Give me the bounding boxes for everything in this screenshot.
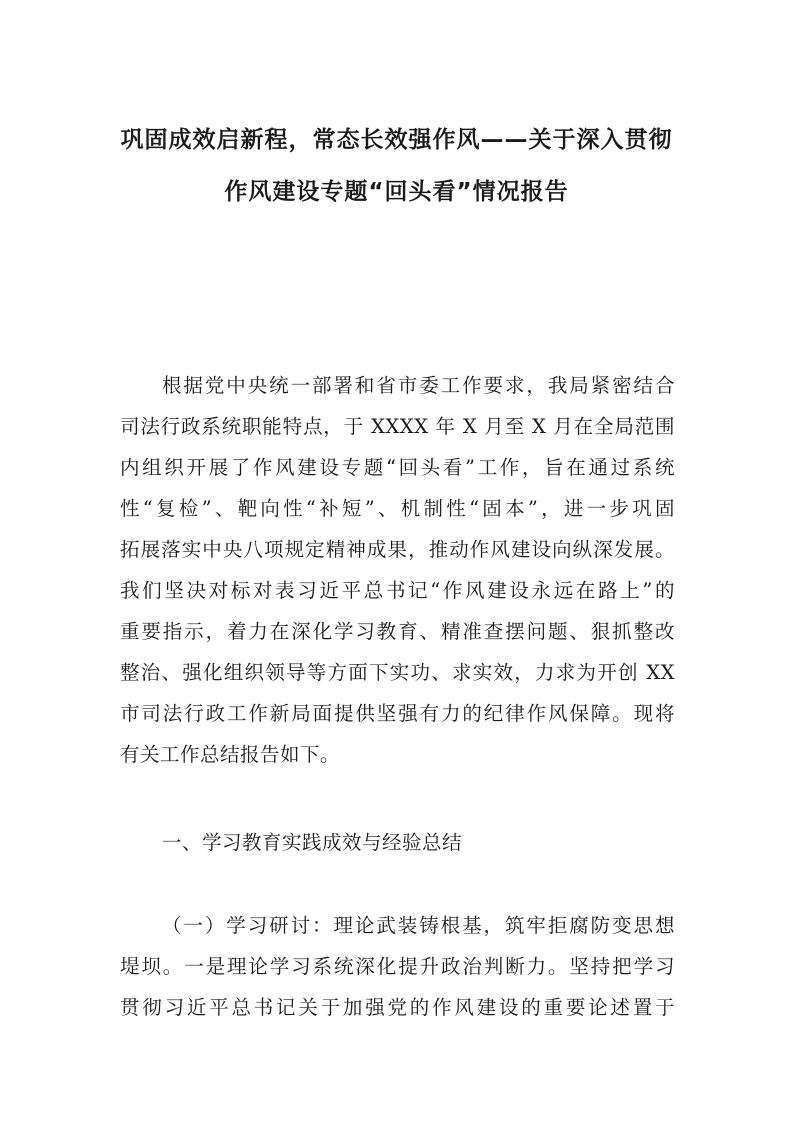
intro-line: 拓展落实中央八项规定精神成果，推动作风建设向纵深发展。 bbox=[120, 538, 675, 561]
subsection-line: 堤坝。一是理论学习系统深化提升政治判断力。坚持把学习 bbox=[120, 955, 675, 978]
section-heading: 一、学习教育实践成效与经验总结 bbox=[162, 831, 463, 854]
subsection-line: 贯彻习近平总书记关于加强党的作风建设的重要论述置于 bbox=[120, 996, 675, 1019]
intro-line: 重要指示，着力在深化学习教育、精准查摆问题、狠抓整改 bbox=[120, 620, 675, 643]
intro-line: 司法行政系统职能特点，于 XXXX 年 X 月至 X 月在全局范围 bbox=[120, 415, 675, 438]
intro-line: 我们坚决对标对表习近平总书记“作风建设永远在路上”的 bbox=[120, 579, 675, 602]
document-title-line-1: 巩固成效启新程，常态长效强作风——关于深入贯彻 bbox=[120, 127, 673, 153]
intro-line: 有关工作总结报告如下。 bbox=[120, 743, 341, 766]
intro-line: 整治、强化组织领导等方面下实功、求实效，力求为开创 XX bbox=[120, 661, 675, 684]
intro-line: 根据党中央统一部署和省市委工作要求，我局紧密结合 bbox=[162, 374, 675, 397]
intro-line: 性“复检”、靶向性“补短”、机制性“固本”，进一步巩固 bbox=[120, 497, 675, 520]
document-title-line-2: 作风建设专题“回头看”情况报告 bbox=[224, 179, 569, 205]
intro-line: 内组织开展了作风建设专题“回头看”工作，旨在通过系统 bbox=[120, 456, 675, 479]
subsection-line: （一）学习研讨：理论武装铸根基，筑牢拒腐防变思想 bbox=[162, 914, 675, 937]
intro-line: 市司法行政工作新局面提供坚强有力的纪律作风保障。现将 bbox=[120, 702, 675, 725]
